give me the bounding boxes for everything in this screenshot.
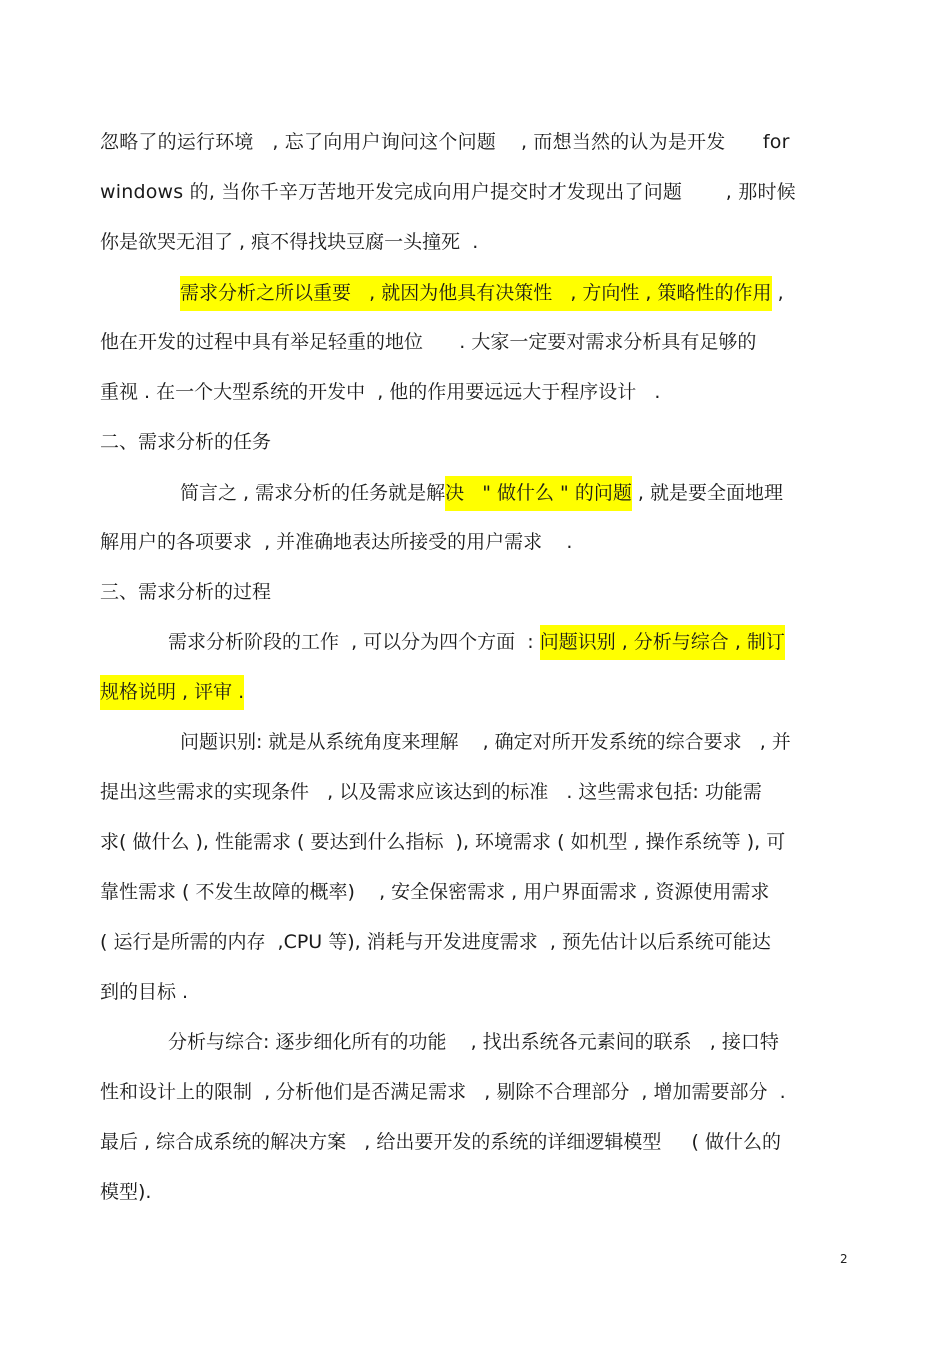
body-line: 求( 做什么 ), 性能需求 ( 要达到什么指标 ), 环境需求 ( 如机型 , 操作系统等 ), 可 [100,831,786,853]
body-line: windows 的, 当你千辛万苦地开发完成向用户提交时才发现出了问题 , 那时候 [100,181,796,203]
highlighted-text: 需求分析之所以重要 , 就因为他具有决策性 , 方向性 , 策略性的作用 [180,276,772,311]
body-text: 需求分析阶段的工作 , 可以分为四个方面 : [168,631,540,653]
body-text: , 就是要全面地理 [631,482,783,504]
body-line: 模型). [100,1181,152,1203]
body-line: 性和设计上的限制 , 分析他们是否满足需求 , 剔除不合理部分 , 增加需要部分 . [100,1081,786,1103]
section-heading: 三、需求分析的过程 [100,581,272,603]
body-line: 提出这些需求的实现条件 , 以及需求应该达到的标准 . 这些需求包括: 功能需 [100,781,762,803]
paragraph-line [168,630,785,654]
paragraph-line [180,481,783,505]
body-line: 你是欲哭无泪了 , 痕不得找块豆腐一头撞死 . [100,231,479,253]
body-line: 他在开发的过程中具有举足轻重的地位 . 大家一定要对需求分析具有足够的 [100,331,757,353]
body-line: 问题识别: 就是从系统角度来理解 , 确定对所开发系统的综合要求 , 并 [180,731,791,753]
body-line: 忽略了的运行环境 , 忘了向用户询问这个问题 , 而想当然的认为是开发 for [100,131,790,153]
paragraph-line [100,680,244,704]
paragraph-line [180,281,784,305]
body-line: 到的目标 . [100,981,189,1003]
body-line: 靠性需求 ( 不发生故障的概率) , 安全保密需求 , 用户界面需求 , 资源使用需求 [100,881,770,903]
body-line: 分析与综合: 逐步细化所有的功能 , 找出系统各元素间的联系 , 接口特 [168,1031,779,1053]
highlighted-text: 问题识别 , 分析与综合 , 制订 [540,625,785,660]
body-line: 最后 , 综合成系统的解决方案 , 给出要开发的系统的详细逻辑模型 ( 做什么的 [100,1131,781,1153]
highlighted-text: 规格说明 , 评审 . [100,675,244,710]
page-number: 2 [840,1252,848,1266]
body-text: 简言之 , 需求分析的任务就是解 [180,482,446,504]
section-heading: 二、需求分析的任务 [100,431,272,453]
highlighted-text: 决 " 做什么 " 的问题 [445,476,632,511]
body-line: ( 运行是所需的内存 ,CPU 等), 消耗与开发进度需求 , 预先估计以后系统可能达 [100,931,771,953]
body-line: 重视 . 在一个大型系统的开发中 , 他的作用要远远大于程序设计 . [100,381,661,403]
body-text: , [771,282,784,304]
body-line: 解用户的各项要求 , 并准确地表达所接受的用户需求 . [100,531,573,553]
